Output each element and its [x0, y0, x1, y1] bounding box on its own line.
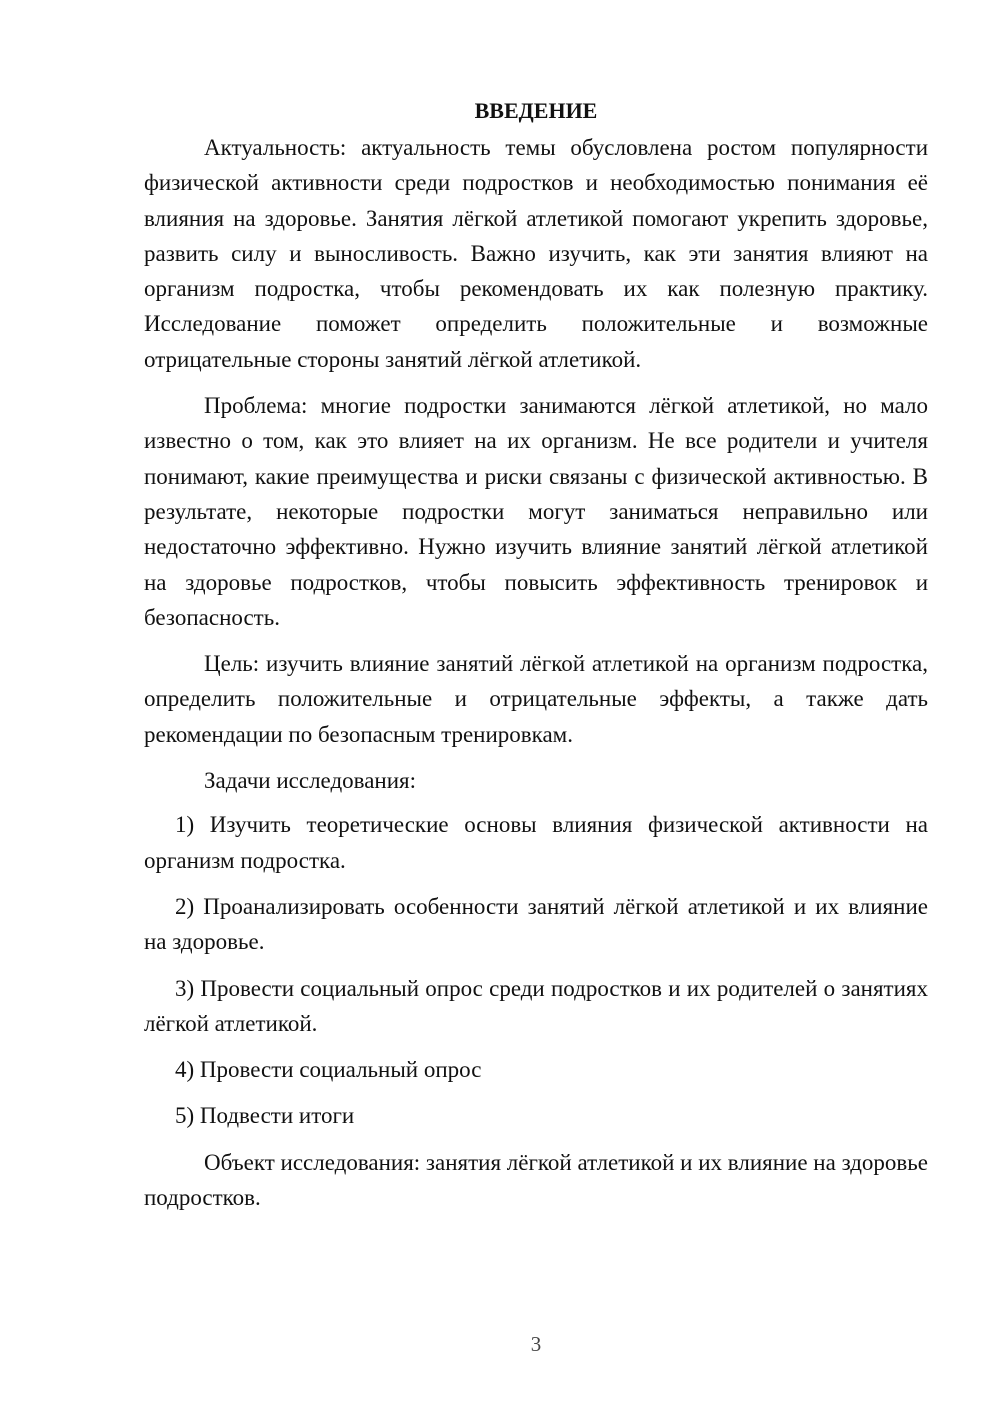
task-item: 3) Провести социальный опрос среди подростков и их родителей о занятиях лёгкой атлетикой.: [144, 975, 928, 1036]
tasks-list: [144, 807, 928, 1133]
goal-paragraph: Цель: изучить влияние занятий лёгкой атлетикой на организм подростка, определить положительные и отрицательные эффекты, а также дать рекомендации по безопасным тренировкам.: [144, 651, 928, 747]
section-heading: ВВЕДЕНИЕ: [474, 98, 598, 123]
task-item: 4) Провести социальный опрос: [175, 1057, 482, 1083]
task-item: 5) Подвести итоги: [175, 1103, 355, 1129]
object-paragraph: Объект исследования: занятия лёгкой атлетикой и их влияние на здоровье подростков.: [144, 1149, 928, 1211]
task-item: 1) Изучить теоретические основы влияния физической активности на организм подростка.: [144, 812, 928, 873]
task-item: 2) Проанализировать особенности занятий лёгкой атлетикой и их влияние на здоровье.: [144, 893, 928, 955]
page-content: [144, 94, 928, 1226]
relevance-paragraph: Актуальность: актуальность темы обусловлена ростом популярности физической активности среди подростков и необходимостью понимания её влияния на здоровье. Занятия лёгкой атлетикой помогают укрепить здоровье, развить силу и выносливость. Важно изучить, как эти занятия влияют на организм подростка, чтобы рекомендовать их как полезную практику. Исследование поможет определить положительные и возможные отрицательные стороны занятий лёгкой атлетикой.: [144, 135, 928, 372]
tasks-heading: Задачи исследования:: [204, 768, 417, 794]
problem-paragraph: Проблема: многие подростки занимаются лёгкой атлетикой, но мало известно о том, как это влияет на их организм. Не все родители и учителя понимают, какие преимущества и риски связаны с физической активностью. В результате, некоторые подростки могут заниматься неправильно или недостаточно эффективно. Нужно изучить влияние занятий лёгкой атлетикой на здоровье подростков, чтобы повысить эффективность тренировок и безопасность.: [144, 393, 928, 630]
page-number: 3: [530, 1332, 542, 1356]
